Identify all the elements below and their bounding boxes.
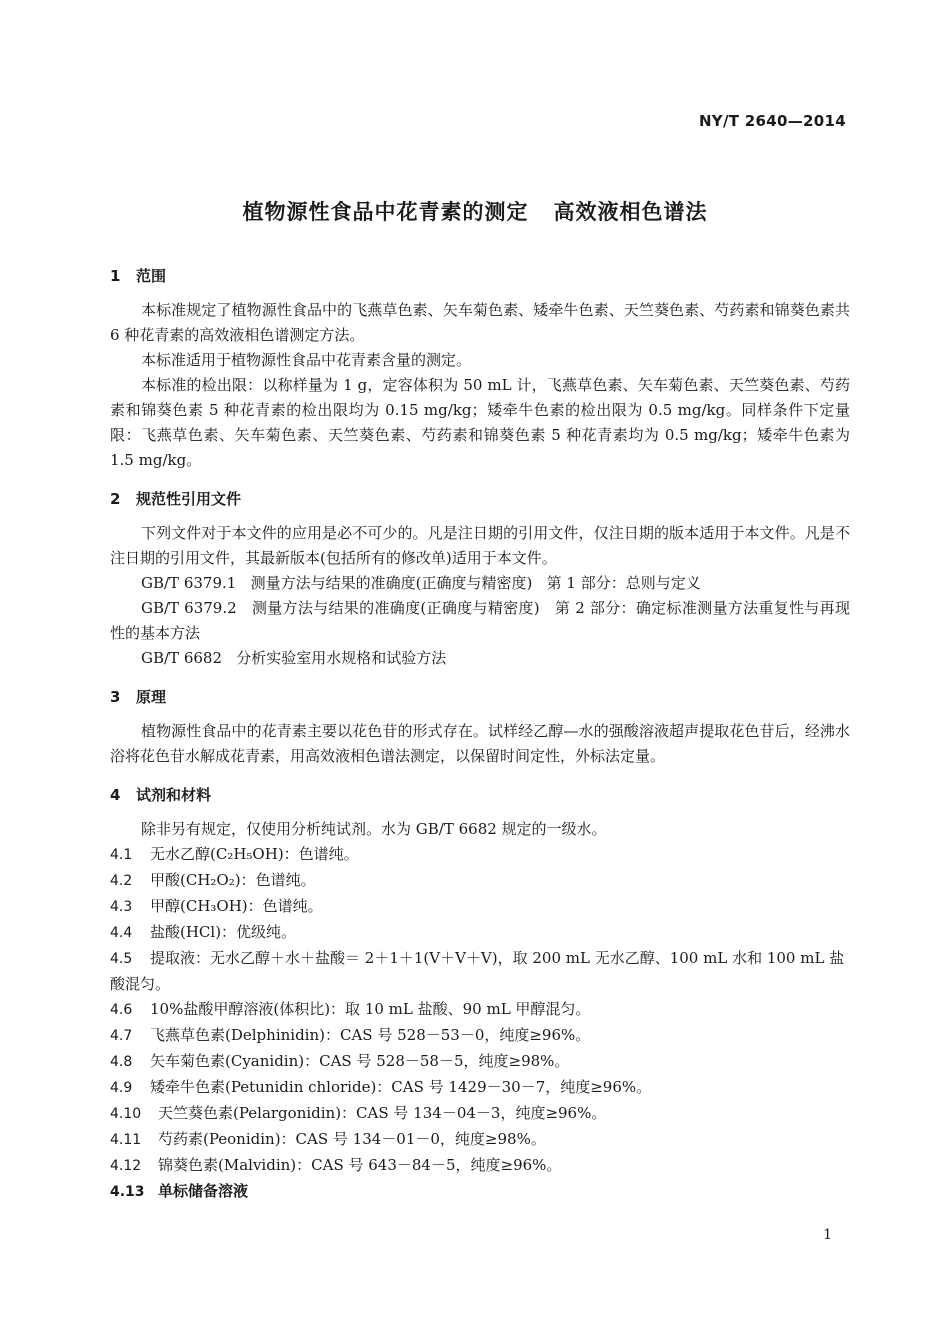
list-item xyxy=(110,946,850,997)
item-number: 4.5 xyxy=(110,951,133,967)
section-3-heading xyxy=(110,685,850,710)
item-number: 4.1 xyxy=(110,847,133,863)
item-text: 无水乙醇(C₂H₅OH)：色谱纯。 xyxy=(150,845,359,863)
list-item xyxy=(110,1153,850,1179)
page-number: 1 xyxy=(823,1227,832,1243)
paragraph: 本标准规定了植物源性食品中的飞燕草色素、矢车菊色素、矮牵牛色素、天竺葵色素、芍药素和锦葵色素共 6 种花青素的高效液相色谱测定方法。 xyxy=(110,301,850,344)
item-text: 锦葵色素(Malvidin)：CAS 号 643－84－5，纯度≥96%。 xyxy=(158,1156,562,1174)
list-item xyxy=(110,894,850,920)
normative-reference: GB/T 6379.1 测量方法与结果的准确度(正确度与精密度) 第 1 部分：总则与定义 xyxy=(141,574,701,592)
document-body xyxy=(110,264,850,1205)
item-number: 4.13 xyxy=(110,1184,145,1200)
section-1-heading xyxy=(110,264,850,289)
list-item xyxy=(110,1023,850,1049)
section-number: 3 xyxy=(110,688,121,706)
section-heading-text: 规范性引用文件 xyxy=(136,490,242,508)
list-item xyxy=(110,1127,850,1153)
paragraph: 除非另有规定，仅使用分析纯试剂。水为 GB/T 6682 规定的一级水。 xyxy=(141,820,607,838)
item-text: 矮牵牛色素(Petunidin chloride)：CAS 号 1429－30－7，纯度≥96%。 xyxy=(150,1078,652,1096)
section-number: 1 xyxy=(110,267,121,285)
paragraph: 下列文件对于本文件的应用是必不可少的。凡是注日期的引用文件，仅注日期的版本适用于本文件。凡是不注日期的引用文件，其最新版本(包括所有的修改单)适用于本文件。 xyxy=(110,524,850,567)
section-heading-text: 范围 xyxy=(136,267,167,285)
section-2-heading xyxy=(110,487,850,512)
section-heading-text: 原理 xyxy=(136,688,167,706)
document-title: 植物源性食品中花青素的测定 高效液相色谱法 xyxy=(242,200,708,224)
list-item xyxy=(110,1101,850,1127)
item-text: 单标储备溶液 xyxy=(158,1182,249,1200)
item-number: 4.10 xyxy=(110,1106,142,1122)
item-number: 4.3 xyxy=(110,899,133,915)
normative-reference: GB/T 6379.2 测量方法与结果的准确度(正确度与精密度) 第 2 部分：确定标准测量方法重复性与再现性的基本方法 xyxy=(110,599,850,642)
document-code: NY/T 2640—2014 xyxy=(698,112,846,130)
list-item xyxy=(110,997,850,1023)
item-number: 4.6 xyxy=(110,1002,133,1018)
item-text: 盐酸(HCl)：优级纯。 xyxy=(150,923,297,941)
list-item xyxy=(110,842,850,868)
section-number: 2 xyxy=(110,490,121,508)
section-4-heading xyxy=(110,783,850,808)
item-text: 提取液：无水乙醇＋水＋盐酸＝ 2＋1＋1(V＋V＋V)，取 200 mL 无水乙醇、100 mL 水和 100 mL 盐酸混匀。 xyxy=(110,949,845,993)
list-item xyxy=(110,1049,850,1075)
list-item xyxy=(110,868,850,894)
item-text: 10%盐酸甲醇溶液(体积比)：取 10 mL 盐酸、90 mL 甲醇混匀。 xyxy=(150,1000,591,1018)
item-number: 4.11 xyxy=(110,1132,142,1148)
item-number: 4.8 xyxy=(110,1054,133,1070)
item-number: 4.12 xyxy=(110,1158,142,1174)
list-item xyxy=(110,1075,850,1101)
item-text: 天竺葵色素(Pelargonidin)：CAS 号 134－04－3，纯度≥96%。 xyxy=(158,1104,607,1122)
item-text: 甲醇(CH₃OH)：色谱纯。 xyxy=(150,897,323,915)
item-text: 飞燕草色素(Delphinidin)：CAS 号 528－53－0，纯度≥96%。 xyxy=(150,1026,591,1044)
paragraph: 植物源性食品中的花青素主要以花色苷的形式存在。试样经乙醇—水的强酸溶液超声提取花色苷后，经沸水浴将花色苷水解成花青素，用高效液相色谱法测定，以保留时间定性，外标法定量。 xyxy=(110,722,850,765)
section-number: 4 xyxy=(110,786,121,804)
list-item xyxy=(110,1179,850,1205)
item-text: 甲酸(CH₂O₂)：色谱纯。 xyxy=(150,871,316,889)
item-text: 矢车菊色素(Cyanidin)：CAS 号 528－58－5，纯度≥98%。 xyxy=(150,1052,570,1070)
paragraph: 本标准的检出限：以称样量为 1 g，定容体积为 50 mL 计，飞燕草色素、矢车菊色素、天竺葵色素、芍药素和锦葵色素 5 种花青素的检出限均为 0.15 mg/kg；矮牵牛色素的检出限为 0.5 mg/kg。同样条件下定量限：飞燕草色素、矢车菊色素、天竺葵色素、芍药素和锦葵色素 5 种花青素均为 0.5 mg/kg；矮牵牛色素为 1.5 mg/kg。 xyxy=(110,376,850,469)
item-number: 4.2 xyxy=(110,873,133,889)
item-text: 芍药素(Peonidin)：CAS 号 134－01－0，纯度≥98%。 xyxy=(158,1130,546,1148)
paragraph: 本标准适用于植物源性食品中花青素含量的测定。 xyxy=(141,351,472,369)
item-number: 4.9 xyxy=(110,1080,133,1096)
section-heading-text: 试剂和材料 xyxy=(136,786,212,804)
list-item xyxy=(110,920,850,946)
item-number: 4.4 xyxy=(110,925,133,941)
normative-reference: GB/T 6682 分析实验室用水规格和试验方法 xyxy=(141,649,447,667)
item-number: 4.7 xyxy=(110,1028,133,1044)
